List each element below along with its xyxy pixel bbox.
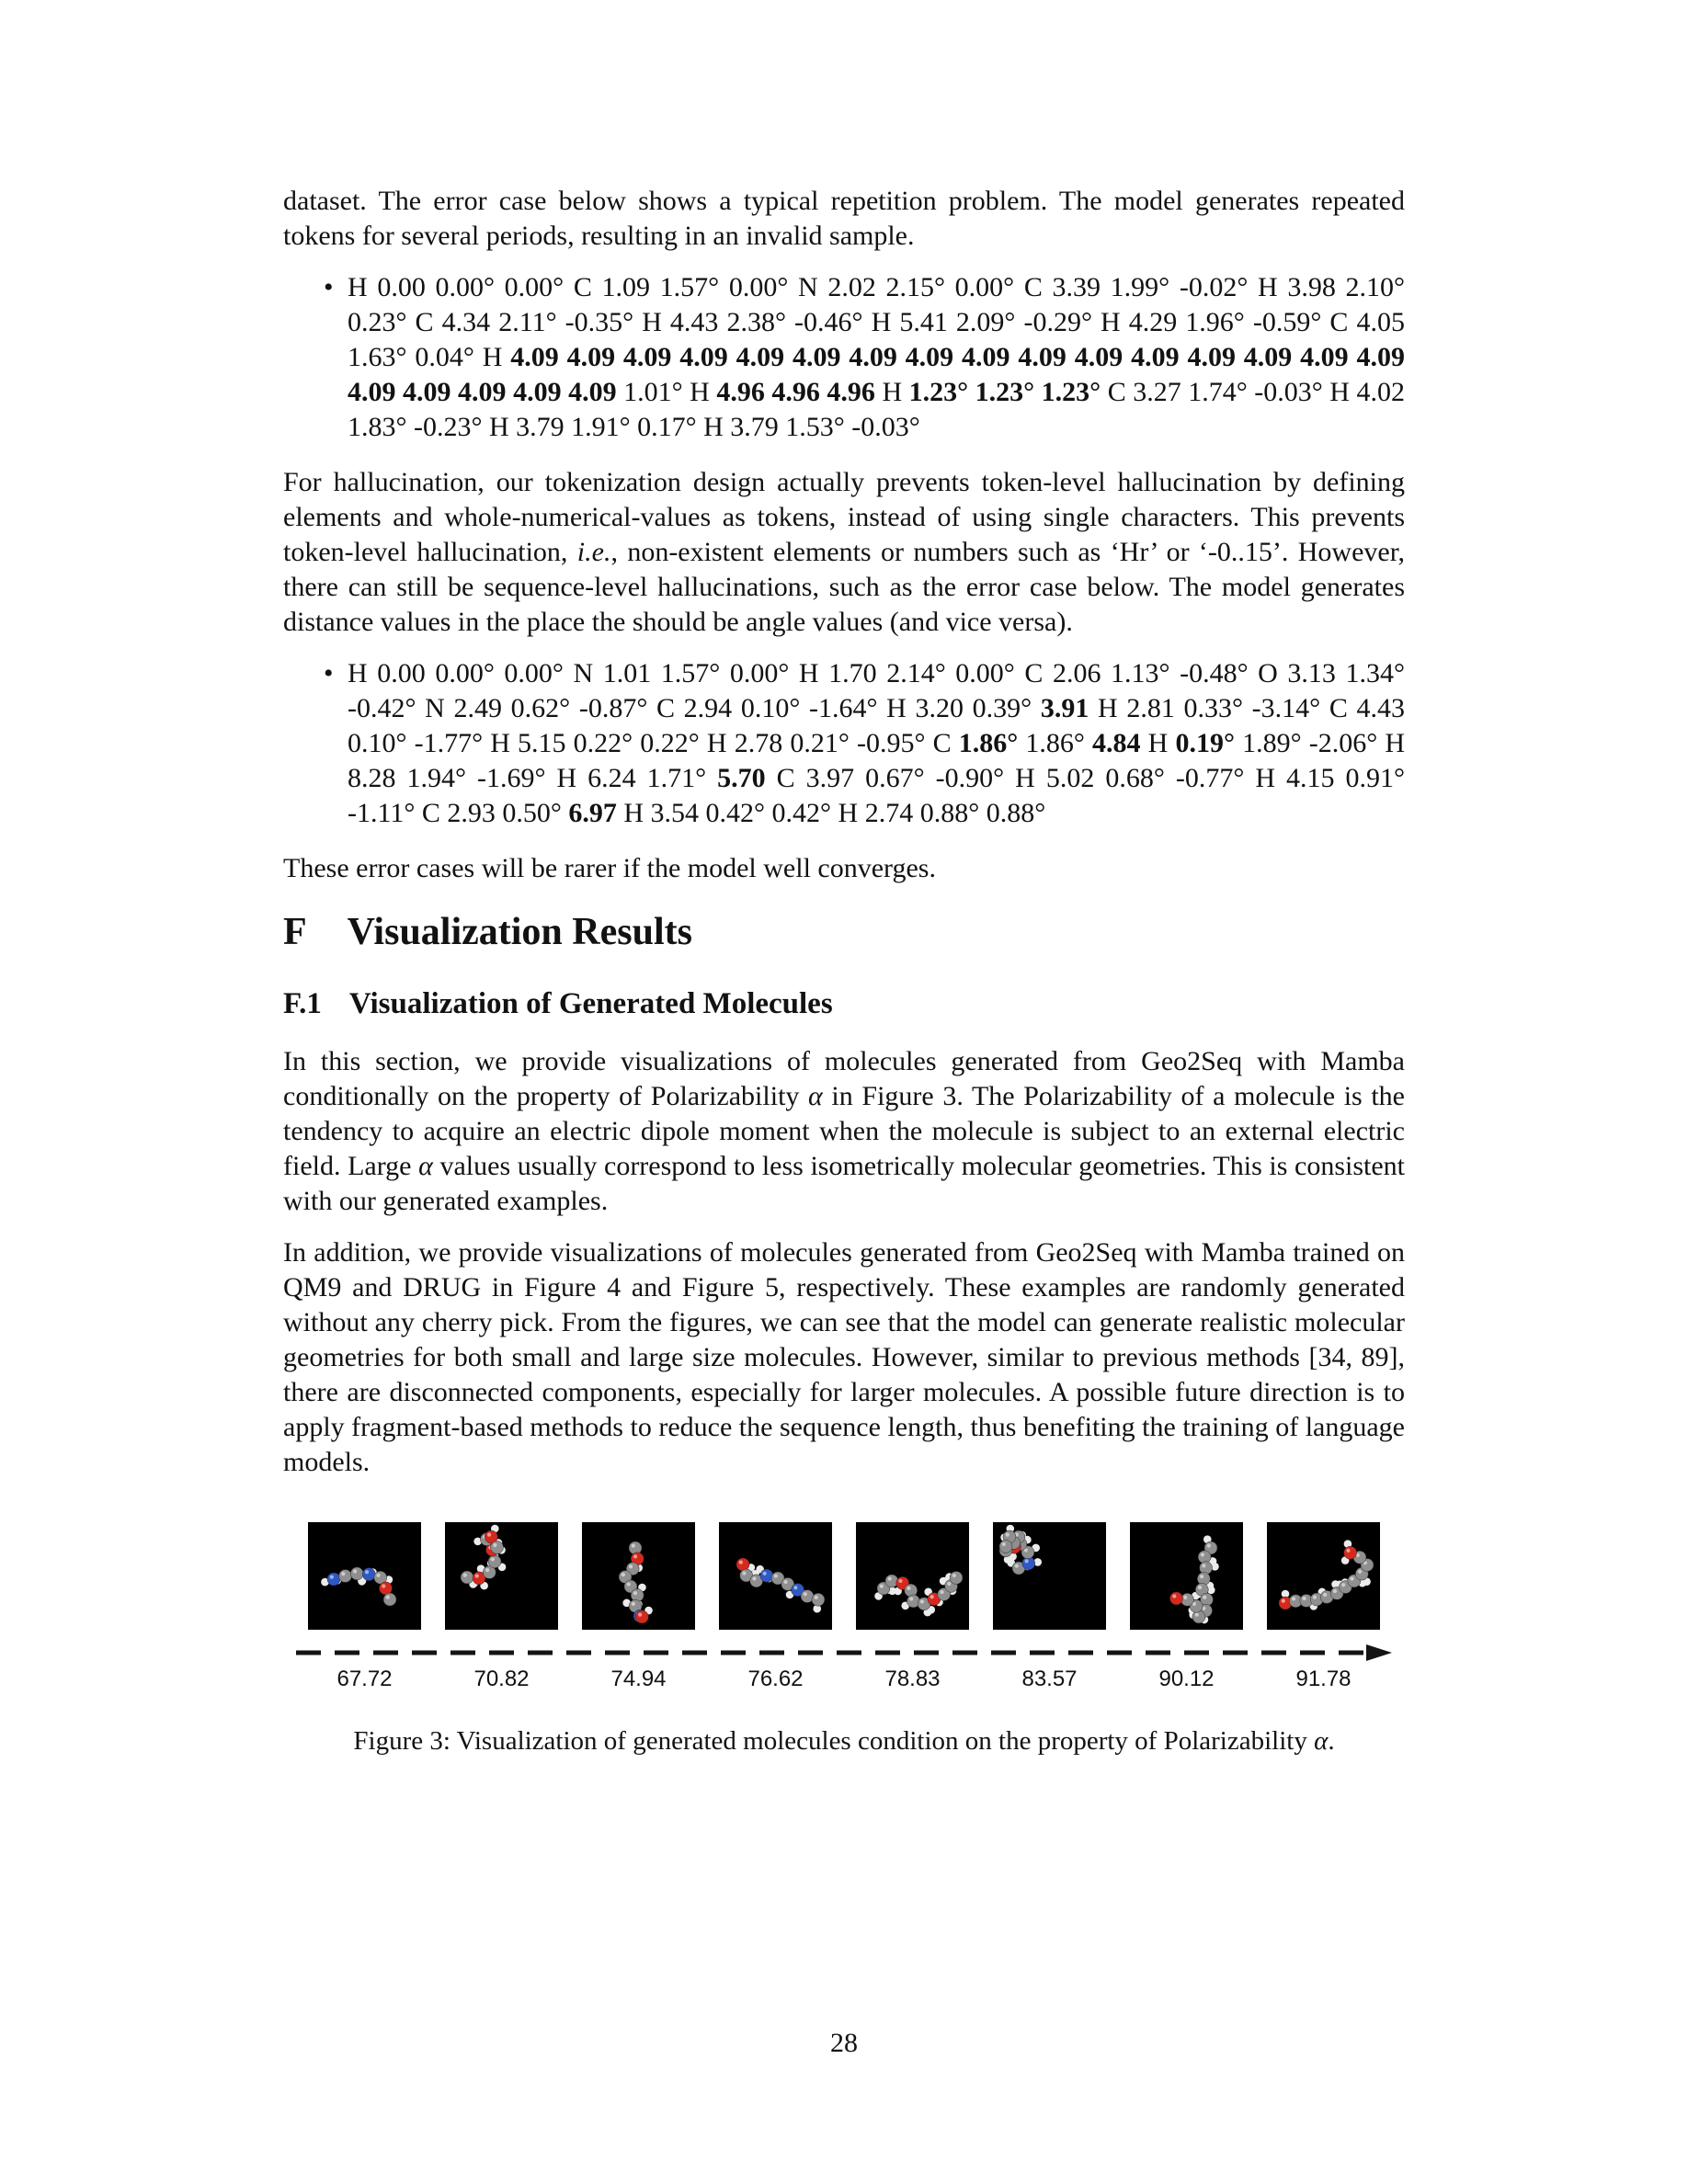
molecule-panel [856,1522,969,1630]
paragraph-hallucination: For hallucination, our tokenization design actually prevents token-level hallucination by defining elements and whole-numerical-values as tokens, instead of using single characters. This prevents token-level hallucination, i.e., non-existent elements or numbers such as ‘Hr’ or ‘-0..15’. However, there can still be sequence-level hallucinations, such as the error case below. The model generates distance values in the place the should be angle values (and vice versa). [283,467,1406,637]
section-title: Visualization Results [347,911,692,953]
paragraph-f1-polarizability: In this section, we provide visualizations of molecules generated from Geo2Seq with Mamba conditionally on the property of Polarizability α in Figure 3. The Polarizability of a molecule is the tendency to acquire an electric dipole moment when the molecule is subject to an external electric field. Large α values usually correspond to less isometrically molecular geometries. This is consistent with our generated examples. [283,1046,1405,1216]
molecule-image [719,1522,832,1630]
polarizability-value-row [283,1666,1405,1692]
repetition-error-example: • H 0.00 0.00° 0.00° C 1.09 1.57° 0.00° N 2.02 2.15° 0.00° C 3.39 1.99° -0.02° H 3.98 2.10° 0.23° C 4.34 2.11° -0.35° H 4.43 2.38° -0.46° H 5.41 2.09° -0.29° H 4.29 1.96° -0.59° C 4.05 1.63° 0.04° H 4.09 4.09 4.09 4.09 4.09 4.09 4.09 4.09 4.09 4.09 4.09 4.09 4.09 4.09 4.09 4.09 4.09 4.09 4.09 4.09 4.09 1.01° H 4.96 4.96 4.96 H 1.23° 1.23° 1.23° C 3.27 1.74° -0.03° H 4.02 1.83° -0.23° H 3.79 1.91° 0.17° H 3.79 1.53° -0.03° [348,270,1405,445]
molecule-panel-row [283,1522,1405,1630]
polarizability-axis-arrow-icon [292,1643,1396,1663]
polarizability-value: 91.78 [1295,1666,1352,1691]
molecule-panel [582,1522,695,1630]
repetition-error-example-list [283,270,1405,445]
subsection-title: Visualization of Generated Molecules [348,987,833,1020]
polarizability-value: 76.62 [747,1666,804,1691]
molecule-image [1130,1522,1243,1630]
molecule-panel [308,1522,421,1630]
molecule-image [993,1522,1106,1630]
figure-3 [283,1522,1405,1758]
section-heading-f [283,910,1405,954]
molecule-image [856,1522,969,1630]
polarizability-value: 78.83 [884,1666,941,1691]
section-number: F [283,911,307,953]
figure-3-caption: Figure 3: Visualization of generated molecules condition on the property of Polarizability α. [353,1726,1335,1756]
hallucination-error-example: • H 0.00 0.00° 0.00° N 1.01 1.57° 0.00° H 1.70 2.14° 0.00° C 2.06 1.13° -0.48° O 3.13 1.34° -0.42° N 2.49 0.62° -0.87° C 2.94 0.10° -1.64° H 3.20 0.39° 3.91 H 2.81 0.33° -3.14° C 4.43 0.10° -1.77° H 5.15 0.22° 0.22° H 2.78 0.21° -0.95° C 1.86° 1.86° 4.84 H 0.19° 1.89° -2.06° H 8.28 1.94° -1.69° H 6.24 1.71° 5.70 C 3.97 0.67° -0.90° H 5.02 0.68° -0.77° H 4.15 0.91° -1.11° C 2.93 0.50° 6.97 H 3.54 0.42° 0.42° H 2.74 0.88° 0.88° [348,656,1405,831]
polarizability-value: 67.72 [336,1666,393,1691]
molecule-panel [719,1522,832,1630]
molecule-panel [993,1522,1106,1630]
subsection-number: F.1 [283,987,322,1020]
polarizability-value: 74.94 [610,1666,667,1691]
molecule-panel [1130,1522,1243,1630]
polarizability-value: 70.82 [473,1666,530,1691]
paragraph-repetition-intro: dataset. The error case below shows a typical repetition problem. The model generates repeated tokens for several periods, resulting in an invalid sample. [283,186,1405,251]
page-number: 28 [830,2028,858,2058]
paragraph-f1-qm9-drug: In addition, we provide visualizations of molecules generated from Geo2Seq with Mamba trained on QM9 and DRUG in Figure 4 and Figure 5, respectively. These examples are randomly generated without any cherry pick. From the figures, we can see that the model can generate realistic molecular geometries for both small and large size molecules. However, similar to previous methods [34, 89], there are disconnected components, especially for larger molecules. A possible future direction is to apply fragment-based methods to reduce the sequence length, thus benefiting the training of language models. [283,1237,1405,1477]
paragraph-convergence-note: These error cases will be rarer if the model well converges. [283,853,936,883]
molecule-panel [445,1522,558,1630]
subsection-heading-f1 [283,985,1405,1022]
molecule-image [1267,1522,1380,1630]
polarizability-value: 90.12 [1158,1666,1215,1691]
molecule-panel [1267,1522,1380,1630]
molecule-image [582,1522,695,1630]
molecule-image [308,1522,421,1630]
hallucination-error-example-list [283,656,1405,831]
polarizability-value: 83.57 [1021,1666,1078,1691]
molecule-image [445,1522,558,1630]
